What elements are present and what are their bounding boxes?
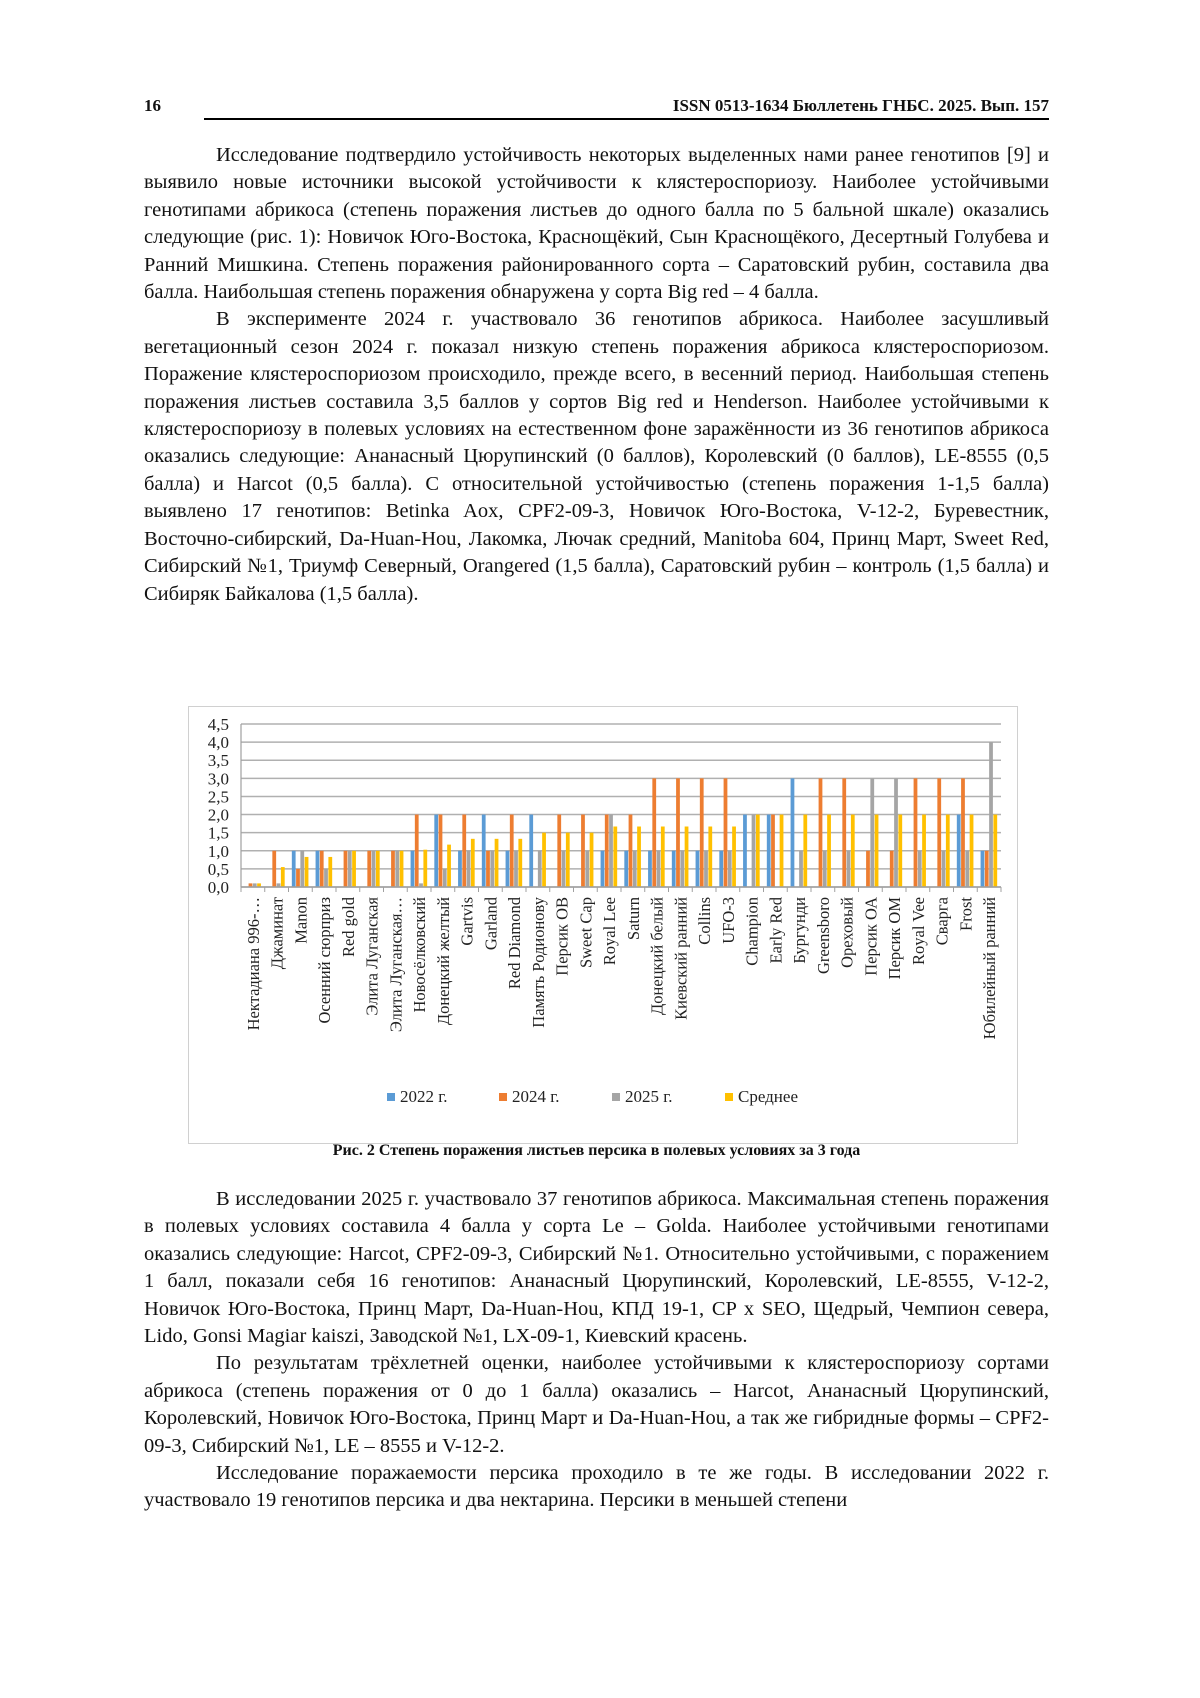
bar bbox=[985, 851, 989, 887]
x-category-label: Нектадиана 996-… bbox=[243, 897, 263, 1031]
bar bbox=[696, 851, 700, 887]
bar bbox=[661, 827, 665, 887]
bar bbox=[728, 851, 732, 887]
bar bbox=[648, 851, 652, 887]
bar bbox=[320, 851, 324, 887]
bar bbox=[581, 815, 585, 887]
page-number: 16 bbox=[144, 96, 161, 115]
x-category-label: Collins bbox=[695, 897, 715, 945]
bar bbox=[400, 851, 404, 887]
bar bbox=[842, 778, 846, 887]
bar bbox=[272, 851, 276, 887]
bar bbox=[957, 815, 961, 887]
bar bbox=[423, 850, 427, 887]
bar bbox=[961, 778, 965, 887]
bar bbox=[685, 827, 689, 887]
bar bbox=[965, 851, 969, 887]
x-category-label: Новосёлковский bbox=[410, 897, 430, 1013]
bar bbox=[471, 839, 475, 887]
legend-swatch bbox=[387, 1093, 395, 1101]
bar bbox=[827, 815, 831, 887]
x-category-label: Элита Луганская bbox=[362, 897, 382, 1016]
bar bbox=[462, 815, 466, 887]
x-category-label: Киевский ранний bbox=[671, 897, 691, 1020]
figure-caption: Рис. 2 Степень поражения листьев персика в полевых условиях за 3 года bbox=[332, 1142, 861, 1159]
bar bbox=[870, 778, 874, 887]
bar bbox=[652, 778, 656, 887]
bar bbox=[823, 851, 827, 887]
x-category-label: Персик ОМ bbox=[885, 897, 905, 980]
bar bbox=[847, 851, 851, 887]
bar bbox=[566, 833, 570, 887]
paragraph: Исследование поражаемости персика проходило в те же годы. В исследовании 2022 г. участвовало 19 генотипов персика и два нектарина. Персики в меньшей степени bbox=[144, 1462, 1049, 1512]
bar bbox=[970, 815, 974, 887]
bar bbox=[296, 869, 300, 887]
bar bbox=[486, 851, 490, 887]
y-tick-label: 3,5 bbox=[207, 751, 229, 771]
bar bbox=[756, 815, 760, 887]
paragraph: По результатам трёхлетней оценки, наиболее устойчивыми к клястероспориозу сортами абрикоса (степень поражения от 0 до 1 балла) оказались – Harcot, Ананасный Цюрупинский, Королевский, Новичок Юго-Востока, Принц Март и Da-Huan-Hou, а так же гибридные формы – CPF2-09-3, Сибирский №1, LE – 8555 и V-12-2. bbox=[144, 1352, 1049, 1457]
bar bbox=[557, 815, 561, 887]
bar bbox=[601, 851, 605, 887]
bar bbox=[367, 851, 371, 887]
y-tick-label: 2,0 bbox=[207, 805, 229, 825]
bar bbox=[372, 851, 376, 887]
bar bbox=[411, 851, 415, 887]
bar bbox=[292, 851, 296, 887]
bar bbox=[791, 778, 795, 887]
y-tick-label: 4,0 bbox=[207, 733, 229, 753]
bar bbox=[415, 815, 419, 887]
legend-label: Среднее bbox=[738, 1087, 798, 1106]
bar bbox=[866, 851, 870, 887]
bar bbox=[657, 851, 661, 887]
legend-label: 2022 г. bbox=[400, 1087, 448, 1106]
bar bbox=[514, 851, 518, 887]
bar bbox=[458, 851, 462, 887]
paragraph: В исследовании 2025 г. участвовало 37 генотипов абрикоса. Максимальная степень поражения в полевых условиях составила 4 балла у сорта Le – Golda. Наиболее устойчивыми генотипами оказались следующие: Harcot, CPF2-09-3, Сибирский №1. Относительно устойчивыми, с поражением 1 балл, показали себя 16 генотипов: Ананасный Цюрупинский, Королевский, LE-8555, V-12-2, Новичок Юго-Востока, Принц Март, Da-Huan-Hou, КПД 19-1, CP x SEO, Щедрый, Чемпион севера, Lido, Gonsi Magiar kaiszi, Заводской №1, LX-09-1, Киевский красень. bbox=[144, 1188, 1049, 1348]
bar bbox=[993, 815, 997, 887]
bar bbox=[898, 815, 902, 887]
bar bbox=[518, 839, 522, 887]
y-tick-label: 3,0 bbox=[207, 769, 229, 789]
bar bbox=[506, 851, 510, 887]
bar bbox=[937, 778, 941, 887]
bar bbox=[743, 815, 747, 887]
bar bbox=[467, 851, 471, 887]
bar bbox=[585, 851, 589, 887]
bar bbox=[780, 815, 784, 887]
bar bbox=[490, 851, 494, 887]
x-category-label: Память Родионову bbox=[528, 897, 548, 1028]
y-tick-label: 4,5 bbox=[207, 715, 229, 734]
bar bbox=[724, 778, 728, 887]
bar bbox=[316, 851, 320, 887]
bar bbox=[942, 851, 946, 887]
x-category-label: Red Diamond bbox=[505, 897, 525, 990]
bar bbox=[305, 857, 309, 887]
x-category-label: Юбилейный ранний bbox=[980, 897, 1000, 1040]
legend-label: 2024 г. bbox=[512, 1087, 560, 1106]
bar bbox=[672, 851, 676, 887]
bar bbox=[767, 815, 771, 887]
x-category-label: Бургунди bbox=[790, 897, 810, 964]
y-tick-label: 1,5 bbox=[207, 823, 229, 843]
bar bbox=[605, 815, 609, 887]
legend-swatch bbox=[499, 1093, 507, 1101]
x-category-label: Saturn bbox=[623, 897, 643, 941]
bar bbox=[894, 778, 898, 887]
header-rule bbox=[204, 118, 1049, 120]
bar bbox=[633, 851, 637, 887]
bar bbox=[851, 815, 855, 887]
bar bbox=[562, 851, 566, 887]
bar bbox=[732, 827, 736, 887]
x-category-label: Элита Луганская… bbox=[386, 897, 406, 1033]
bar bbox=[771, 815, 775, 887]
x-category-label: Early Red bbox=[766, 897, 786, 964]
bar bbox=[613, 827, 617, 887]
x-category-label: Frost bbox=[956, 897, 976, 931]
bar bbox=[680, 851, 684, 887]
bar bbox=[281, 867, 285, 887]
chart-canvas bbox=[189, 707, 1017, 1143]
x-category-label: Royal Vee bbox=[908, 897, 928, 965]
paragraph: Исследование подтвердило устойчивость некоторых выделенных нами ранее генотипов [9] и выявило новые источники высокой устойчивости к клястероспориозу. Наиболее устойчивыми генотипами абрикоса (степень поражения листьев до одного балла по 5 бальной шкале) оказались следующие (рис. 1): Новичок Юго-Востока, Краснощёкий, Сын Краснощёкого, Десертный Голубева и Ранний Мишкина. Степень поражения районированного сорта – Саратовский рубин, составила два балла. Наибольшая степень поражения обнаружена у сорта Big red – 4 балла. bbox=[144, 144, 1049, 304]
x-category-label: Red gold bbox=[338, 897, 358, 958]
bar bbox=[328, 857, 332, 887]
x-category-label: Sweet Cap bbox=[576, 897, 596, 969]
journal-title: ISSN 0513-1634 Бюллетень ГНБС. 2025. Вып. 157 bbox=[672, 96, 1049, 115]
bar bbox=[542, 833, 546, 887]
bar bbox=[914, 778, 918, 887]
bar bbox=[352, 851, 356, 887]
bar bbox=[447, 845, 451, 887]
bar bbox=[918, 851, 922, 887]
bar bbox=[700, 778, 704, 887]
x-category-label: Осенний сюрприз bbox=[315, 897, 335, 1024]
y-tick-label: 0,0 bbox=[207, 878, 229, 897]
bar bbox=[676, 778, 680, 887]
x-category-label: Royal Lee bbox=[600, 897, 620, 966]
bar-chart bbox=[188, 706, 1018, 1144]
bar bbox=[495, 839, 499, 887]
bar bbox=[344, 851, 348, 887]
x-category-label: Manon bbox=[291, 897, 311, 944]
bar bbox=[719, 851, 723, 887]
bar bbox=[946, 815, 950, 887]
bar bbox=[875, 815, 879, 887]
x-category-label: Garland bbox=[481, 897, 501, 951]
bar bbox=[348, 851, 352, 887]
bar bbox=[890, 851, 894, 887]
y-tick-label: 2,5 bbox=[207, 787, 229, 807]
bar bbox=[609, 815, 613, 887]
bar bbox=[510, 815, 514, 887]
bar bbox=[624, 851, 628, 887]
x-category-label: Донецкий желтый bbox=[433, 897, 453, 1026]
bar bbox=[637, 827, 641, 887]
body-text-top bbox=[144, 142, 1049, 608]
x-category-label: Ореховый bbox=[837, 897, 857, 968]
bar bbox=[538, 851, 542, 887]
bar bbox=[434, 815, 438, 887]
bar bbox=[704, 851, 708, 887]
paragraph: В эксперименте 2024 г. участвовало 36 генотипов абрикоса. Наиболее засушливый вегетационный сезон 2024 г. показал низкую степень поражения абрикоса клястероспориозом. Поражение клястероспориозом происходило, прежде всего, в весенний период. Наибольшая степень поражения листьев составила 3,5 баллов у сортов Big red и Henderson. Наиболее устойчивыми к клястероспориозу в полевых условиях на естественном фоне заражённости из 36 генотипов абрикоса оказались следующие: Ананасный Цюрупинский (0 баллов), Королевский (0 баллов), LE-8555 (0,5 балла) и Harcot (0,5 балла). С относительной устойчивостью (степень поражения 1-1,5 балла) выявлено 17 генотипов: Betinka Aox, CPF2-09-3, Новичок Юго-Востока, V-12-2, Буревестник, Восточно-сибирский, Da-Huan-Hou, Лакомка, Лючак средний, Manitoba 604, Принц Март, Sweet Red, Сибирский №1, Триумф Северный, Orangered (1,5 балла), Саратовский рубин – контроль (1,5 балла) и Сибиряк Байкалова (1,5 балла). bbox=[144, 308, 1049, 605]
bar bbox=[529, 815, 533, 887]
bar bbox=[989, 742, 993, 887]
bar bbox=[981, 851, 985, 887]
body-text-bottom bbox=[144, 1186, 1049, 1515]
bar bbox=[799, 851, 803, 887]
x-category-label: Сварга bbox=[932, 897, 952, 946]
y-tick-label: 0,5 bbox=[207, 859, 229, 879]
x-category-label: Персик ОА bbox=[861, 897, 881, 976]
bar bbox=[803, 815, 807, 887]
legend-label: 2025 г. bbox=[625, 1087, 673, 1106]
bar bbox=[819, 778, 823, 887]
page-header bbox=[144, 96, 1049, 122]
legend-swatch bbox=[725, 1093, 733, 1101]
x-category-label: UFO-3 bbox=[718, 897, 738, 944]
legend-swatch bbox=[612, 1093, 620, 1101]
bar bbox=[482, 815, 486, 887]
bar bbox=[922, 815, 926, 887]
bar bbox=[376, 851, 380, 887]
x-category-label: Greensboro bbox=[813, 897, 833, 974]
bar bbox=[439, 815, 443, 887]
bar bbox=[391, 851, 395, 887]
x-category-label: Донецкий белый bbox=[647, 897, 667, 1015]
bar bbox=[708, 827, 712, 887]
x-category-label: Джаминат bbox=[267, 897, 287, 970]
x-category-label: Champion bbox=[742, 897, 762, 966]
bar bbox=[300, 851, 304, 887]
bar bbox=[752, 815, 756, 887]
bar bbox=[324, 869, 328, 887]
y-tick-label: 1,0 bbox=[207, 841, 229, 861]
bar bbox=[443, 869, 447, 887]
bar bbox=[629, 815, 633, 887]
bar bbox=[395, 851, 399, 887]
x-category-label: Персик ОВ bbox=[552, 897, 572, 976]
x-category-label: Gartvis bbox=[457, 897, 477, 946]
bar bbox=[590, 833, 594, 887]
